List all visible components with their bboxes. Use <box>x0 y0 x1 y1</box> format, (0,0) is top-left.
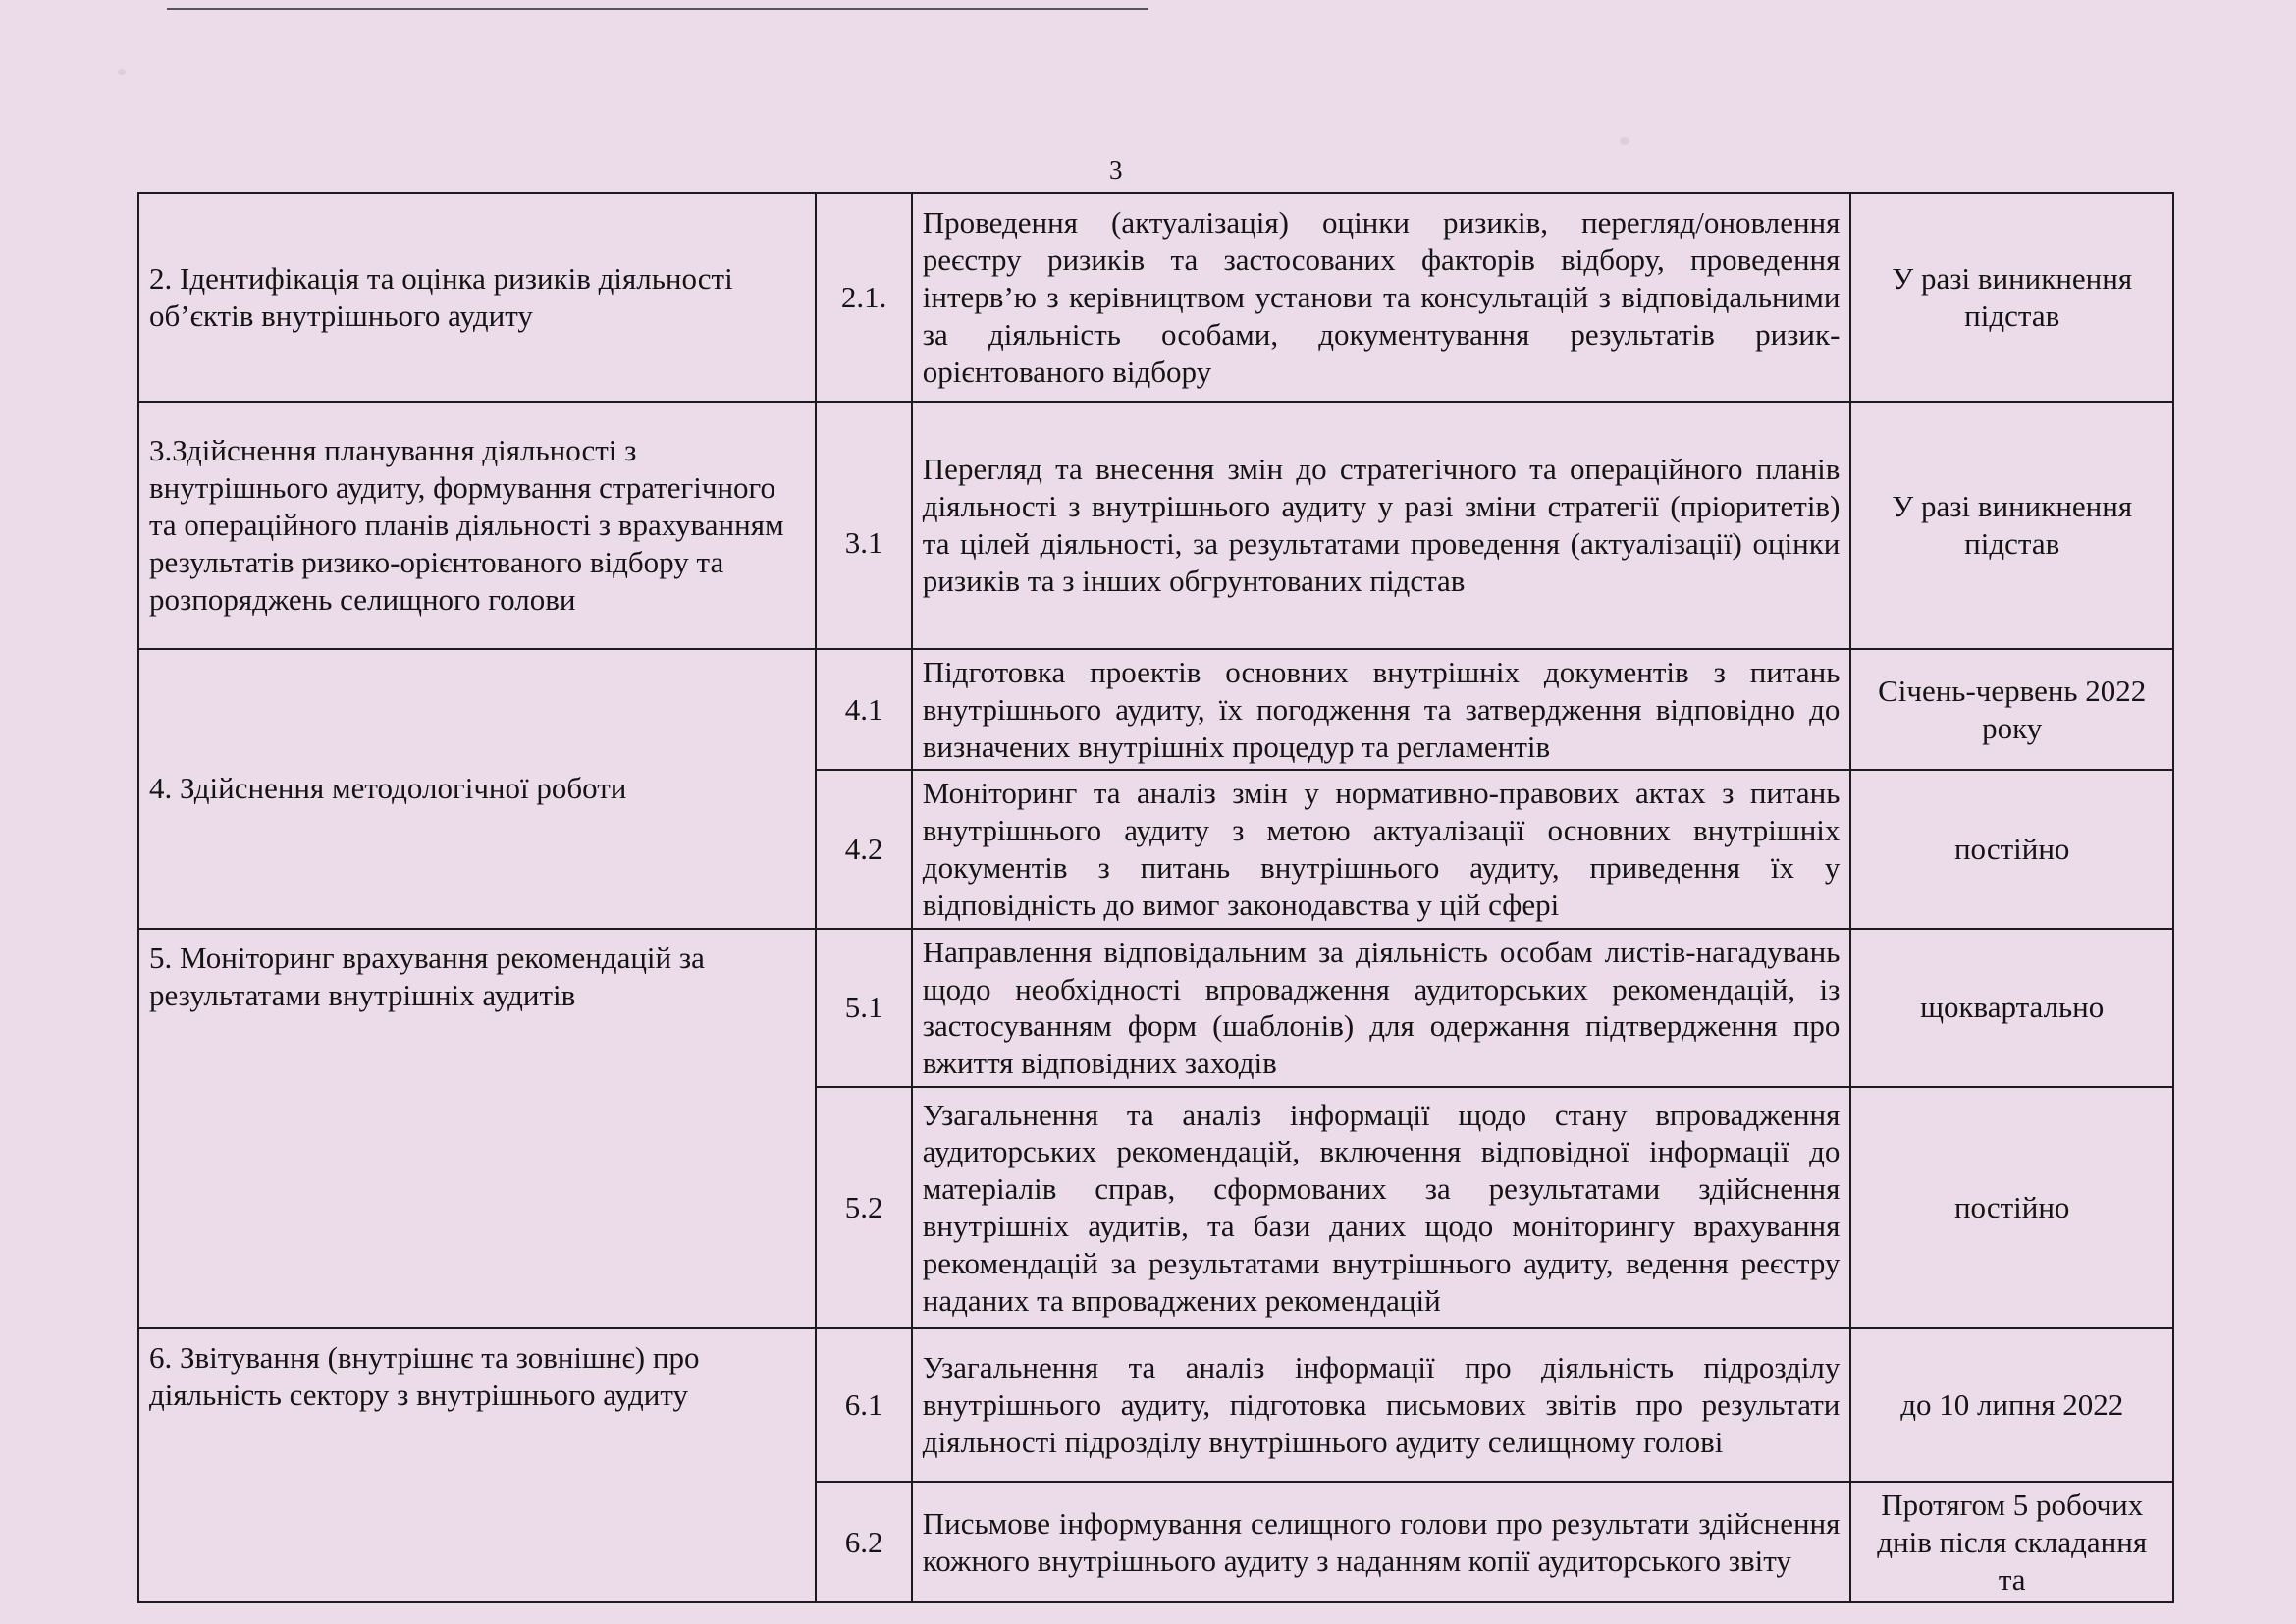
audit-plan-table <box>137 192 2174 1603</box>
item-number-cell: 6.2 <box>816 1482 911 1602</box>
action-cell: Підготовка проектів основних внутрішніх документів з питань внутрішнього аудиту, їх погодження та затвердження відповідно до визначених внутрішніх процедур та регламентів <box>912 649 1851 770</box>
item-number-cell: 4.2 <box>816 770 911 928</box>
term-cell: до 10 липня 2022 <box>1850 1328 2173 1482</box>
table-row <box>138 929 2173 1087</box>
task-cell: 6. Звітування (внутрішнє та зовнішнє) про діяльність сектору з внутрішнього аудиту <box>138 1328 816 1602</box>
table-row <box>138 193 2173 402</box>
action-cell: Направлення відповідальним за діяльність особам листів-нагадувань щодо необхідності впровадження аудиторських рекомендацій, із застосуванням форм (шаблонів) для одержання підтвердження про вжиття відповідних заходів <box>912 929 1851 1087</box>
item-number-cell: 3.1 <box>816 402 911 649</box>
task-cell: 5. Моніторинг врахування рекомендацій за результатами внутрішніх аудитів <box>138 929 816 1328</box>
term-cell: У разі виникнення підстав <box>1850 193 2173 402</box>
action-cell: Проведення (актуалізація) оцінки ризиків, перегляд/оновлення реєстру ризиків та застосованих факторів відбору, проведення інтерв’ю з керівництвом установи та консультацій з відповідальними за діяльність особами, документування результатів ризик-орієнтованого відбору <box>912 193 1851 402</box>
scan-smudge <box>118 69 126 75</box>
scan-edge-line <box>167 8 1148 10</box>
table-row <box>138 402 2173 649</box>
action-cell: Перегляд та внесення змін до стратегічного та операційного планів діяльності з внутрішнього аудиту у разі зміни стратегії (пріоритетів) та цілей діяльності, за результатами проведення (актуалізації) оцінки ризиків та з інших обгрунтованих підстав <box>912 402 1851 649</box>
term-cell: Січень-червень 2022 року <box>1850 649 2173 770</box>
term-cell: Протягом 5 робочих днів після складання та <box>1850 1482 2173 1602</box>
table-row <box>138 649 2173 770</box>
action-cell: Узагальнення та аналіз інформації щодо стану впровадження аудиторських рекомендацій, включення відповідної інформації до матеріалів справ, сформованих за результатами здійснення внутрішніх аудитів, та бази даних щодо моніторингу врахування рекомендацій за результатами внутрішнього аудиту, ведення реєстру наданих та впроваджених рекомендацій <box>912 1087 1851 1328</box>
item-number-cell: 5.2 <box>816 1087 911 1328</box>
item-number-cell: 6.1 <box>816 1328 911 1482</box>
page-number: 3 <box>1109 155 1123 185</box>
action-cell: Письмове інформування селищного голови про результати здійснення кожного внутрішнього аудиту з наданням копії аудиторського звіту <box>912 1482 1851 1602</box>
item-number-cell: 5.1 <box>816 929 911 1087</box>
task-cell: 3.Здійснення планування діяльності з внутрішнього аудиту, формування стратегічного та операційного планів діяльності з врахуванням результатів ризико-орієнтованого відбору та розпоряджень селищного голови <box>138 402 816 649</box>
task-cell: 2. Ідентифікація та оцінка ризиків діяльності об’єктів внутрішнього аудиту <box>138 193 816 402</box>
term-cell: постійно <box>1850 1087 2173 1328</box>
action-cell: Моніторинг та аналіз змін у нормативно-правових актах з питань внутрішнього аудиту з метою актуалізації основних внутрішніх документів з питань внутрішнього аудиту, приведення їх у відповідність до вимог законодавства у цій сфері <box>912 770 1851 928</box>
term-cell: щоквартально <box>1850 929 2173 1087</box>
item-number-cell: 4.1 <box>816 649 911 770</box>
item-number-cell: 2.1. <box>816 193 911 402</box>
action-cell: Узагальнення та аналіз інформації про діяльність підрозділу внутрішнього аудиту, підготовка письмових звітів про результати діяльності підрозділу внутрішнього аудиту селищному голові <box>912 1328 1851 1482</box>
term-cell: постійно <box>1850 770 2173 928</box>
scan-smudge <box>1620 137 1629 145</box>
task-cell: 4. Здійснення методологічної роботи <box>138 649 816 929</box>
term-cell: У разі виникнення підстав <box>1850 402 2173 649</box>
table-row <box>138 1328 2173 1482</box>
